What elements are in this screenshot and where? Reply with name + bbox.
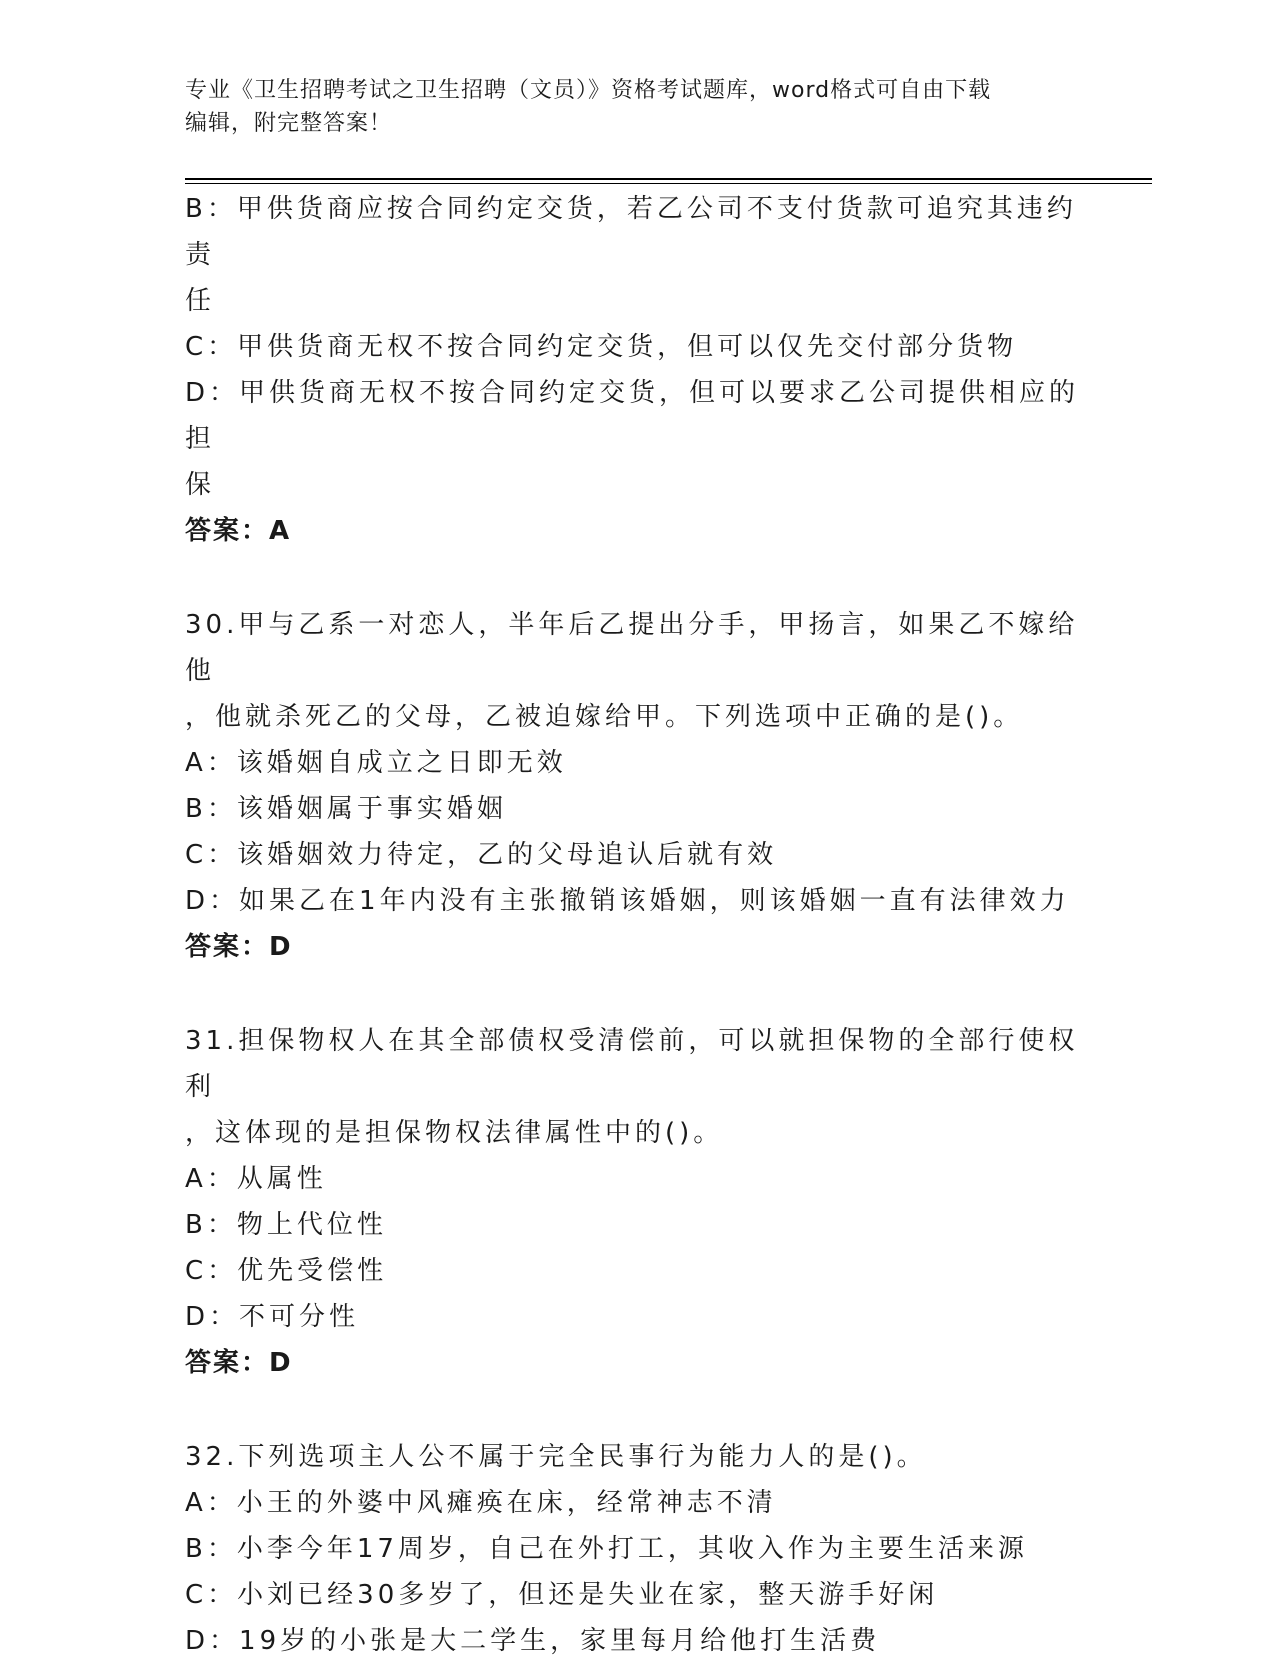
- option-c: C：该婚姻效力待定，乙的父母追认后就有效: [185, 840, 778, 870]
- header-line-1: 专业《卫生招聘考试之卫生招聘（文员）》资格考试题库，word格式可自由下载: [185, 78, 992, 103]
- header-divider-thick: [185, 178, 1152, 180]
- option-b: B：小李今年17周岁，自己在外打工，其收入作为主要生活来源: [185, 1534, 1028, 1564]
- option-b: B：物上代位性: [185, 1210, 387, 1240]
- header-divider-thin: [185, 183, 1152, 184]
- answer: 答案：D: [185, 1348, 293, 1378]
- option-b-line-1: B：甲供货商应按合同约定交货，若乙公司不支付货款可追究其违约责: [185, 194, 1077, 270]
- document-body: [185, 186, 1085, 1664]
- question-stem-line-1: 31.担保物权人在其全部债权受清偿前，可以就担保物的全部行使权利: [185, 1026, 1079, 1102]
- option-a: A：从属性: [185, 1164, 327, 1194]
- answer: 答案：A: [185, 516, 292, 546]
- option-d-line-2: 保: [185, 470, 216, 500]
- question-30: [185, 602, 1085, 970]
- option-d: D：不可分性: [185, 1302, 360, 1332]
- spacer: [185, 970, 1085, 1018]
- option-b-line-2: 任: [185, 286, 216, 316]
- option-a: A：该婚姻自成立之日即无效: [185, 748, 567, 778]
- question-32: [185, 1434, 1085, 1664]
- option-b: B：该婚姻属于事实婚姻: [185, 794, 507, 824]
- question-stem-line-1: 32.下列选项主人公不属于完全民事行为能力人的是()。: [185, 1442, 927, 1472]
- question-31: [185, 1018, 1085, 1386]
- option-c: C：优先受偿性: [185, 1256, 388, 1286]
- header-line-2: 编辑，附完整答案！: [185, 111, 393, 136]
- option-c: C：小刘已经30多岁了，但还是失业在家，整天游手好闲: [185, 1580, 939, 1610]
- answer: 答案：D: [185, 932, 293, 962]
- spacer: [185, 554, 1085, 602]
- question-stem-line-2: ，这体现的是担保物权法律属性中的()。: [185, 1118, 724, 1148]
- question-stem-line-1: 30.甲与乙系一对恋人，半年后乙提出分手，甲扬言，如果乙不嫁给他: [185, 610, 1079, 686]
- spacer: [185, 1386, 1085, 1434]
- document-header: [185, 74, 1085, 140]
- option-d-line-1: D：甲供货商无权不按合同约定交货，但可以要求乙公司提供相应的担: [185, 378, 1080, 454]
- option-a: A：小王的外婆中风瘫痪在床，经常神志不清: [185, 1488, 777, 1518]
- option-c: C：甲供货商无权不按合同约定交货，但可以仅先交付部分货物: [185, 332, 1018, 362]
- option-d: D：如果乙在1年内没有主张撤销该婚姻，则该婚姻一直有法律效力: [185, 886, 1070, 916]
- question-stem-line-2: ，他就杀死乙的父母，乙被迫嫁给甲。下列选项中正确的是()。: [185, 702, 1024, 732]
- option-d: D：19岁的小张是大二学生，家里每月给他打生活费: [185, 1626, 881, 1656]
- question-continued: [185, 186, 1085, 554]
